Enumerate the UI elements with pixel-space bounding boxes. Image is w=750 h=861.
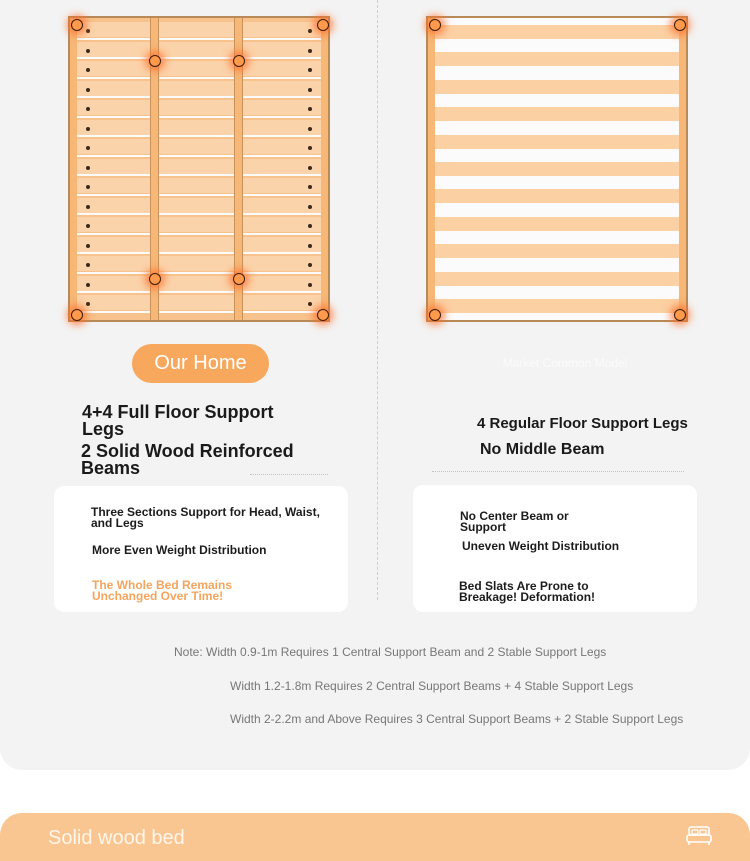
slat-fastener-dot (86, 88, 90, 92)
slat-fastener-dot (308, 127, 312, 131)
slat-fastener-dot (86, 107, 90, 111)
bed-slat (76, 42, 322, 57)
left-title-line-2: 2 Solid Wood Reinforced Beams (81, 441, 294, 478)
slat-gap (76, 311, 322, 313)
category-header-bar (0, 813, 750, 861)
bed-slat (76, 217, 322, 232)
slat-fastener-dot (308, 166, 312, 170)
side-rail-right (321, 18, 328, 320)
bed-slat (435, 244, 679, 258)
right-title-line-1: 4 Regular Floor Support Legs (477, 415, 688, 432)
left-title-line-1: 4+4 Full Floor Support Legs (82, 402, 274, 439)
support-leg-marker (317, 309, 329, 321)
slat-fastener-dot (308, 224, 312, 228)
support-leg-marker (71, 19, 83, 31)
bed-slat (76, 61, 322, 76)
bed-slat (435, 52, 679, 66)
bed-slat (76, 198, 322, 213)
bed-slat (435, 189, 679, 203)
slat-fastener-dot (308, 185, 312, 189)
support-leg-marker (674, 19, 686, 31)
slat-gap (76, 213, 322, 215)
bed-slat (435, 25, 679, 39)
slat-gap (76, 252, 322, 254)
bed-slat (76, 295, 322, 310)
slat-fastener-dot (308, 29, 312, 33)
right-feature-card (413, 485, 697, 612)
bed-slat (76, 120, 322, 135)
slat-gap (76, 96, 322, 98)
support-leg-marker (317, 19, 329, 31)
bed-slat (435, 162, 679, 176)
slat-fastener-dot (308, 263, 312, 267)
side-rail-left (70, 18, 77, 320)
slat-fastener-dot (308, 68, 312, 72)
bed-slat (435, 80, 679, 94)
left-highlight: The Whole Bed Remains Unchanged Over Time! (92, 578, 233, 603)
slat-fastener-dot (86, 205, 90, 209)
slat-fastener-dot (308, 49, 312, 53)
slat-fastener-dot (86, 263, 90, 267)
support-leg-marker (429, 19, 441, 31)
right-feature-2: Uneven Weight Distribution (462, 539, 620, 553)
slat-fastener-dot (86, 185, 90, 189)
bed-slat (76, 178, 322, 193)
note-line-3: Width 2-2.2m and Above Requires 3 Central Support Beams + 2 Stable Support Legs (230, 712, 684, 726)
slat-fastener-dot (308, 107, 312, 111)
bed-slat (435, 107, 679, 121)
slat-fastener-dot (308, 244, 312, 248)
slat-fastener-dot (308, 302, 312, 306)
support-leg-marker (429, 309, 441, 321)
slat-fastener-dot (86, 127, 90, 131)
slat-gap (76, 194, 322, 196)
support-leg-marker (149, 273, 161, 285)
bed-slat (435, 299, 679, 313)
bed-slat (76, 276, 322, 291)
slat-gap (76, 272, 322, 274)
slat-fastener-dot (86, 224, 90, 228)
slat-fastener-dot (86, 68, 90, 72)
right-feature-1: No Center Beam or Support (460, 509, 569, 534)
support-leg-marker (233, 55, 245, 67)
support-leg-marker (233, 273, 245, 285)
our-home-badge: Our Home (132, 344, 269, 383)
bed-slat (76, 22, 322, 37)
side-rail-right (679, 18, 686, 320)
support-leg-marker (71, 309, 83, 321)
slat-fastener-dot (308, 283, 312, 287)
slat-gap (76, 77, 322, 79)
bed-icon (685, 825, 713, 847)
slat-fastener-dot (86, 29, 90, 33)
slat-fastener-dot (308, 146, 312, 150)
market-model-bed-frame-diagram (426, 16, 688, 322)
bed-slat (76, 139, 322, 154)
slat-gap (76, 155, 322, 157)
slat-fastener-dot (86, 146, 90, 150)
right-title-line-2: No Middle Beam (480, 441, 605, 458)
note-line-2: Width 1.2-1.8m Requires 2 Central Support Beams + 4 Stable Support Legs (230, 679, 634, 693)
support-leg-marker (674, 309, 686, 321)
slat-gap (76, 135, 322, 137)
slat-fastener-dot (86, 49, 90, 53)
column-divider (377, 0, 378, 600)
slat-gap (76, 116, 322, 118)
bed-slat (76, 159, 322, 174)
slat-fastener-dot (86, 302, 90, 306)
bed-slat (76, 100, 322, 115)
slat-gap (76, 233, 322, 235)
bed-slat (435, 272, 679, 286)
bed-slat (435, 135, 679, 149)
left-divider-line (250, 474, 328, 475)
slat-fastener-dot (86, 283, 90, 287)
slat-fastener-dot (86, 244, 90, 248)
category-title: Solid wood bed (48, 827, 185, 849)
bed-slat (76, 81, 322, 96)
right-feature-3: Bed Slats Are Prone to Breakage! Deformation! (459, 579, 596, 604)
bed-slat (76, 237, 322, 252)
bed-slat (76, 256, 322, 271)
left-feature-card (54, 486, 348, 612)
slat-gap (76, 57, 322, 59)
slat-gap (76, 291, 322, 293)
left-feature-1: Three Sections Support for Head, Waist, and Legs (91, 505, 320, 530)
bed-slat (435, 217, 679, 231)
our-home-bed-frame-diagram (68, 16, 330, 322)
right-divider-line (432, 471, 684, 472)
slat-fastener-dot (308, 205, 312, 209)
slat-gap (76, 38, 322, 40)
slat-fastener-dot (86, 166, 90, 170)
slat-fastener-dot (308, 88, 312, 92)
support-leg-marker (149, 55, 161, 67)
side-rail-left (428, 18, 435, 320)
market-model-badge: Market Common Model (502, 356, 628, 370)
slat-gap (76, 174, 322, 176)
left-feature-2: More Even Weight Distribution (92, 543, 267, 557)
note-line-1: Note: Width 0.9-1m Requires 1 Central Support Beam and 2 Stable Support Legs (174, 645, 607, 659)
